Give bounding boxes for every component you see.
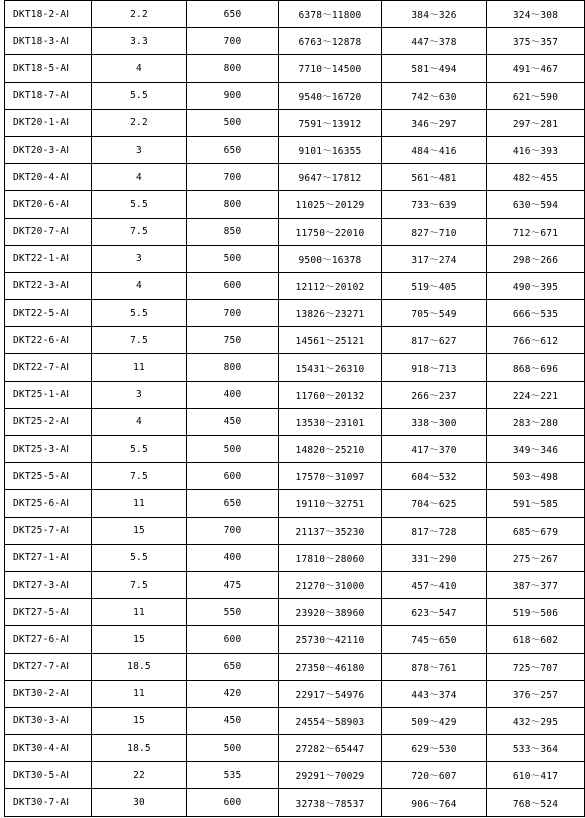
- speed-cell: 500: [187, 436, 279, 463]
- pressure-range-1-cell: 705～549: [382, 300, 487, 327]
- power-cell: 7.5: [92, 571, 187, 598]
- pressure-range-2-cell: 768～524: [487, 789, 585, 816]
- pressure-range-2-cell: 224～221: [487, 381, 585, 408]
- table-row: [5, 463, 585, 490]
- power-cell: 7.5: [92, 463, 187, 490]
- model-cell: DKT22-5-AⅠ: [5, 300, 92, 327]
- flow-range-cell: 13530～23101: [279, 408, 382, 435]
- pressure-range-1-cell: 704～625: [382, 490, 487, 517]
- pressure-range-1-cell: 733～639: [382, 191, 487, 218]
- pressure-range-1-cell: 742～630: [382, 82, 487, 109]
- model-cell: DKT22-7-AⅠ: [5, 354, 92, 381]
- speed-cell: 600: [187, 789, 279, 816]
- flow-range-cell: 19110～32751: [279, 490, 382, 517]
- flow-range-cell: 25730～42110: [279, 626, 382, 653]
- power-cell: 11: [92, 354, 187, 381]
- speed-cell: 450: [187, 408, 279, 435]
- model-cell: DKT27-1-AⅠ: [5, 544, 92, 571]
- power-cell: 18.5: [92, 735, 187, 762]
- model-cell: DKT25-3-AⅠ: [5, 436, 92, 463]
- pressure-range-2-cell: 490～395: [487, 272, 585, 299]
- table-row: [5, 272, 585, 299]
- flow-range-cell: 7591～13912: [279, 109, 382, 136]
- model-cell: DKT30-3-AⅠ: [5, 707, 92, 734]
- model-cell: DKT22-3-AⅠ: [5, 272, 92, 299]
- speed-cell: 700: [187, 164, 279, 191]
- table-row: [5, 191, 585, 218]
- model-cell: DKT18-3-AⅠ: [5, 28, 92, 55]
- flow-range-cell: 14561～25121: [279, 327, 382, 354]
- model-cell: DKT30-4-AⅠ: [5, 735, 92, 762]
- table-row: [5, 599, 585, 626]
- table-row: [5, 789, 585, 816]
- power-cell: 11: [92, 680, 187, 707]
- power-cell: 3: [92, 245, 187, 272]
- table-row: [5, 517, 585, 544]
- speed-cell: 600: [187, 626, 279, 653]
- table-row: [5, 28, 585, 55]
- table-row: [5, 381, 585, 408]
- power-cell: 22: [92, 762, 187, 789]
- pressure-range-1-cell: 509～429: [382, 707, 487, 734]
- power-cell: 5.5: [92, 82, 187, 109]
- table-row: [5, 707, 585, 734]
- model-cell: DKT18-5-AⅠ: [5, 55, 92, 82]
- pressure-range-1-cell: 338～300: [382, 408, 487, 435]
- pressure-range-2-cell: 324～308: [487, 1, 585, 28]
- table-row: [5, 626, 585, 653]
- pressure-range-1-cell: 443～374: [382, 680, 487, 707]
- model-cell: DKT25-6-AⅠ: [5, 490, 92, 517]
- flow-range-cell: 9101～16355: [279, 136, 382, 163]
- table-row: [5, 218, 585, 245]
- power-cell: 2.2: [92, 1, 187, 28]
- flow-range-cell: 17810～28060: [279, 544, 382, 571]
- pressure-range-1-cell: 519～405: [382, 272, 487, 299]
- pressure-range-1-cell: 629～530: [382, 735, 487, 762]
- pressure-range-1-cell: 317～274: [382, 245, 487, 272]
- pressure-range-1-cell: 266～237: [382, 381, 487, 408]
- model-cell: DKT30-7-AⅠ: [5, 789, 92, 816]
- flow-range-cell: 27350～46180: [279, 653, 382, 680]
- speed-cell: 650: [187, 490, 279, 517]
- pressure-range-2-cell: 387～377: [487, 571, 585, 598]
- model-cell: DKT20-4-AⅠ: [5, 164, 92, 191]
- model-cell: DKT20-7-AⅠ: [5, 218, 92, 245]
- pressure-range-1-cell: 447～378: [382, 28, 487, 55]
- speed-cell: 700: [187, 517, 279, 544]
- speed-cell: 450: [187, 707, 279, 734]
- speed-cell: 420: [187, 680, 279, 707]
- speed-cell: 550: [187, 599, 279, 626]
- flow-range-cell: 6378～11800: [279, 1, 382, 28]
- flow-range-cell: 32738～78537: [279, 789, 382, 816]
- speed-cell: 500: [187, 245, 279, 272]
- table-row: [5, 408, 585, 435]
- table-row: [5, 1, 585, 28]
- power-cell: 3: [92, 136, 187, 163]
- table-row: [5, 109, 585, 136]
- table-row: [5, 490, 585, 517]
- pressure-range-1-cell: 906～764: [382, 789, 487, 816]
- speed-cell: 650: [187, 653, 279, 680]
- table-row: [5, 653, 585, 680]
- table-row: [5, 55, 585, 82]
- flow-range-cell: 12112～20102: [279, 272, 382, 299]
- pressure-range-1-cell: 604～532: [382, 463, 487, 490]
- flow-range-cell: 7710～14500: [279, 55, 382, 82]
- speed-cell: 900: [187, 82, 279, 109]
- flow-range-cell: 9540～16720: [279, 82, 382, 109]
- model-cell: DKT18-7-AⅠ: [5, 82, 92, 109]
- pressure-range-2-cell: 275～267: [487, 544, 585, 571]
- power-cell: 5.5: [92, 436, 187, 463]
- power-cell: 4: [92, 164, 187, 191]
- flow-range-cell: 14820～25210: [279, 436, 382, 463]
- flow-range-cell: 27282～65447: [279, 735, 382, 762]
- pressure-range-2-cell: 630～594: [487, 191, 585, 218]
- power-cell: 11: [92, 599, 187, 626]
- spec-table: [4, 0, 585, 817]
- pressure-range-1-cell: 827～710: [382, 218, 487, 245]
- pressure-range-1-cell: 817～728: [382, 517, 487, 544]
- pressure-range-1-cell: 720～607: [382, 762, 487, 789]
- flow-range-cell: 13826～23271: [279, 300, 382, 327]
- pressure-range-1-cell: 581～494: [382, 55, 487, 82]
- model-cell: DKT27-6-AⅠ: [5, 626, 92, 653]
- table-row: [5, 762, 585, 789]
- speed-cell: 650: [187, 136, 279, 163]
- flow-range-cell: 9647～17812: [279, 164, 382, 191]
- power-cell: 5.5: [92, 544, 187, 571]
- pressure-range-2-cell: 725～707: [487, 653, 585, 680]
- pressure-range-2-cell: 610～417: [487, 762, 585, 789]
- pressure-range-2-cell: 533～364: [487, 735, 585, 762]
- model-cell: DKT27-3-AⅠ: [5, 571, 92, 598]
- pressure-range-1-cell: 745～650: [382, 626, 487, 653]
- pressure-range-1-cell: 817～627: [382, 327, 487, 354]
- power-cell: 3: [92, 381, 187, 408]
- pressure-range-2-cell: 416～393: [487, 136, 585, 163]
- model-cell: DKT20-1-AⅠ: [5, 109, 92, 136]
- table-row: [5, 82, 585, 109]
- table-row: [5, 136, 585, 163]
- table-row: [5, 680, 585, 707]
- model-cell: DKT27-7-AⅠ: [5, 653, 92, 680]
- model-cell: DKT30-5-AⅠ: [5, 762, 92, 789]
- flow-range-cell: 9500～16378: [279, 245, 382, 272]
- model-cell: DKT25-2-AⅠ: [5, 408, 92, 435]
- table-row: [5, 245, 585, 272]
- pressure-range-2-cell: 685～679: [487, 517, 585, 544]
- flow-range-cell: 6763～12878: [279, 28, 382, 55]
- speed-cell: 500: [187, 735, 279, 762]
- pressure-range-2-cell: 432～295: [487, 707, 585, 734]
- power-cell: 3.3: [92, 28, 187, 55]
- flow-range-cell: 11750～22010: [279, 218, 382, 245]
- model-cell: DKT25-5-AⅠ: [5, 463, 92, 490]
- model-cell: DKT25-7-AⅠ: [5, 517, 92, 544]
- pressure-range-1-cell: 346～297: [382, 109, 487, 136]
- flow-range-cell: 24554～58903: [279, 707, 382, 734]
- power-cell: 4: [92, 408, 187, 435]
- pressure-range-2-cell: 375～357: [487, 28, 585, 55]
- model-cell: DKT27-5-AⅠ: [5, 599, 92, 626]
- flow-range-cell: 22917～54976: [279, 680, 382, 707]
- flow-range-cell: 23920～38960: [279, 599, 382, 626]
- power-cell: 2.2: [92, 109, 187, 136]
- table-row: [5, 354, 585, 381]
- speed-cell: 600: [187, 272, 279, 299]
- pressure-range-1-cell: 623～547: [382, 599, 487, 626]
- pressure-range-2-cell: 868～696: [487, 354, 585, 381]
- pressure-range-1-cell: 331～290: [382, 544, 487, 571]
- table-row: [5, 164, 585, 191]
- speed-cell: 800: [187, 354, 279, 381]
- speed-cell: 400: [187, 381, 279, 408]
- flow-range-cell: 21137～35230: [279, 517, 382, 544]
- pressure-range-2-cell: 766～612: [487, 327, 585, 354]
- speed-cell: 600: [187, 463, 279, 490]
- model-cell: DKT18-2-AⅠ: [5, 1, 92, 28]
- power-cell: 4: [92, 272, 187, 299]
- speed-cell: 800: [187, 55, 279, 82]
- pressure-range-2-cell: 712～671: [487, 218, 585, 245]
- pressure-range-2-cell: 666～535: [487, 300, 585, 327]
- table-row: [5, 300, 585, 327]
- flow-range-cell: 17570～31097: [279, 463, 382, 490]
- flow-range-cell: 21270～31000: [279, 571, 382, 598]
- model-cell: DKT22-6-AⅠ: [5, 327, 92, 354]
- speed-cell: 535: [187, 762, 279, 789]
- speed-cell: 650: [187, 1, 279, 28]
- pressure-range-2-cell: 482～455: [487, 164, 585, 191]
- power-cell: 4: [92, 55, 187, 82]
- pressure-range-2-cell: 349～346: [487, 436, 585, 463]
- spec-table-body: [5, 1, 585, 817]
- pressure-range-1-cell: 561～481: [382, 164, 487, 191]
- speed-cell: 750: [187, 327, 279, 354]
- model-cell: DKT20-6-AⅠ: [5, 191, 92, 218]
- power-cell: 11: [92, 490, 187, 517]
- pressure-range-2-cell: 283～280: [487, 408, 585, 435]
- speed-cell: 700: [187, 28, 279, 55]
- pressure-range-2-cell: 503～498: [487, 463, 585, 490]
- power-cell: 5.5: [92, 191, 187, 218]
- pressure-range-1-cell: 384～326: [382, 1, 487, 28]
- flow-range-cell: 11025～20129: [279, 191, 382, 218]
- pressure-range-2-cell: 298～266: [487, 245, 585, 272]
- pressure-range-1-cell: 417～370: [382, 436, 487, 463]
- power-cell: 15: [92, 517, 187, 544]
- pressure-range-2-cell: 297～281: [487, 109, 585, 136]
- pressure-range-2-cell: 591～585: [487, 490, 585, 517]
- power-cell: 7.5: [92, 218, 187, 245]
- speed-cell: 800: [187, 191, 279, 218]
- pressure-range-1-cell: 878～761: [382, 653, 487, 680]
- power-cell: 15: [92, 626, 187, 653]
- pressure-range-2-cell: 491～467: [487, 55, 585, 82]
- power-cell: 18.5: [92, 653, 187, 680]
- speed-cell: 400: [187, 544, 279, 571]
- pressure-range-1-cell: 457～410: [382, 571, 487, 598]
- model-cell: DKT22-1-AⅠ: [5, 245, 92, 272]
- pressure-range-2-cell: 621～590: [487, 82, 585, 109]
- flow-range-cell: 29291～70029: [279, 762, 382, 789]
- table-row: [5, 735, 585, 762]
- model-cell: DKT25-1-AⅠ: [5, 381, 92, 408]
- power-cell: 5.5: [92, 300, 187, 327]
- table-row: [5, 544, 585, 571]
- pressure-range-1-cell: 918～713: [382, 354, 487, 381]
- table-row: [5, 327, 585, 354]
- speed-cell: 475: [187, 571, 279, 598]
- pressure-range-2-cell: 618～602: [487, 626, 585, 653]
- model-cell: DKT30-2-AⅠ: [5, 680, 92, 707]
- flow-range-cell: 11760～20132: [279, 381, 382, 408]
- model-cell: DKT20-3-AⅠ: [5, 136, 92, 163]
- speed-cell: 700: [187, 300, 279, 327]
- power-cell: 30: [92, 789, 187, 816]
- table-row: [5, 571, 585, 598]
- pressure-range-1-cell: 484～416: [382, 136, 487, 163]
- pressure-range-2-cell: 519～506: [487, 599, 585, 626]
- pressure-range-2-cell: 376～257: [487, 680, 585, 707]
- speed-cell: 500: [187, 109, 279, 136]
- power-cell: 15: [92, 707, 187, 734]
- flow-range-cell: 15431～26310: [279, 354, 382, 381]
- power-cell: 7.5: [92, 327, 187, 354]
- speed-cell: 850: [187, 218, 279, 245]
- table-row: [5, 436, 585, 463]
